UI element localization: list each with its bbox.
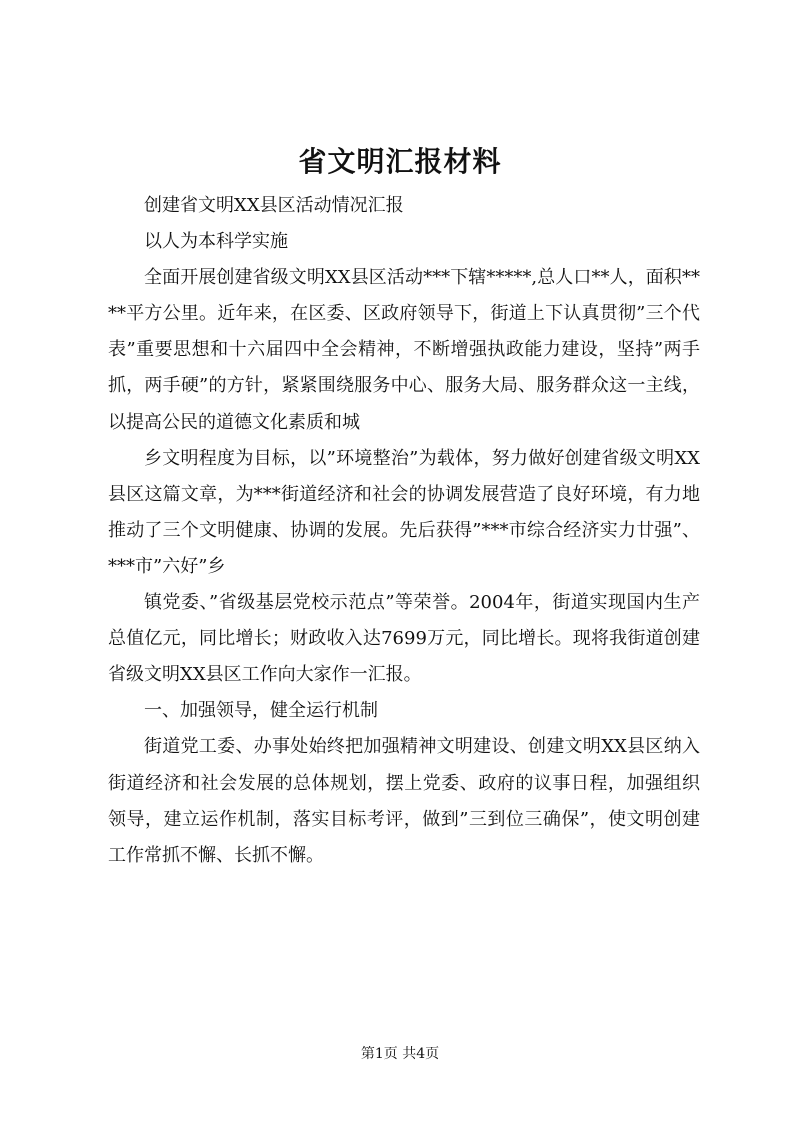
section-heading-leadership: 一、加强领导，健全运行机制 — [144, 700, 378, 722]
paragraph-motto: 以人为本科学实施 — [144, 231, 288, 253]
paragraph-leadership: 街道党工委、办事处始终把加强精神文明建设、创建文明XX县区纳入街道经济和社会发展的总体规划，摆上党委、政府的议事日程，加强组织领导，建立运作机制，落实目标考评，做到”三到位三确保”，使文明创建工作常抓不懈、长抓不懈。 — [108, 736, 700, 866]
document-body — [108, 188, 700, 874]
page-footer: 第1页 共4页 — [360, 1046, 440, 1062]
paragraph-report-heading: 创建省文明XX县区活动情况汇报 — [144, 195, 404, 216]
paragraph-overview: 全面开展创建省级文明XX县区活动***下辖*****,总人口**人，面积****平方公里。近年来，在区委、区政府领导下，街道上下认真贯彻”三个代表”重要思想和十六届四中全会精神，不断增强执政能力建设，坚持”两手抓，两手硬”的方针，紧紧围绕服务中心、服务大局、服务群众这一主线，以提高公民的道德文化素质和城 — [108, 267, 700, 433]
paragraph-goals: 乡文明程度为目标，以”环境整治”为载体，努力做好创建省级文明XX县区这篇文章，为***街道经济和社会的协调发展营造了良好环境，有力地推动了三个文明健康、协调的发展。先后获得”***市综合经济实力廿强”、***市”六好”乡 — [108, 447, 700, 577]
document-title: 省文明汇报材料 — [298, 145, 502, 178]
paragraph-honors: 镇党委、”省级基层党校示范点”等荣誉。2004年，街道实现国内生产总值亿元，同比增长；财政收入达7699万元，同比增长。现将我街道创建省级文明XX县区工作向大家作一汇报。 — [108, 592, 700, 686]
